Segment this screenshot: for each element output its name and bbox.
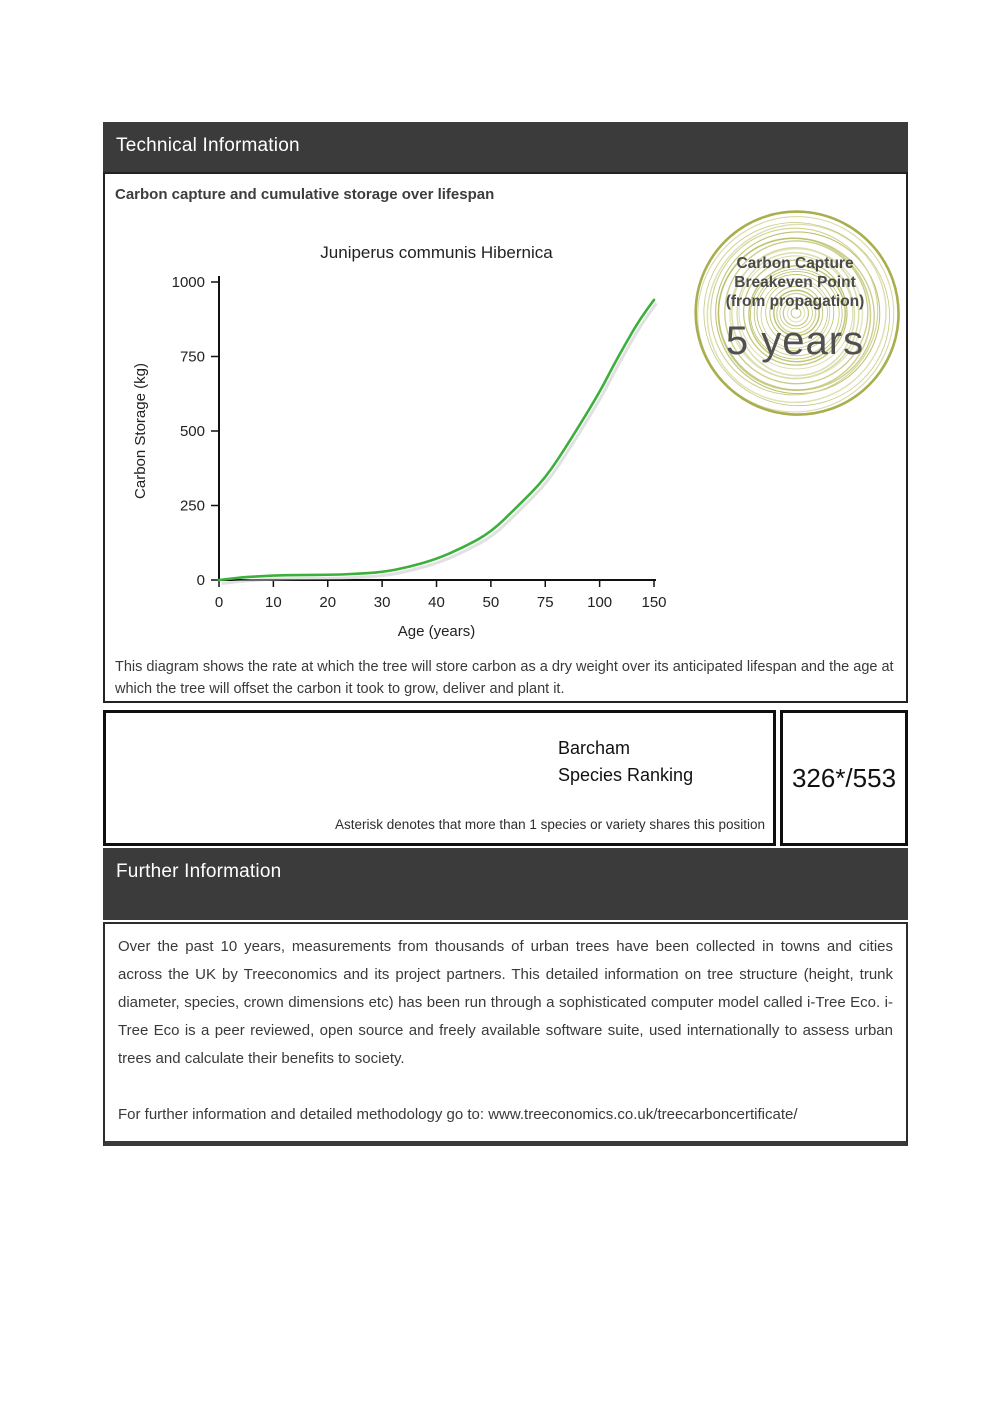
ranking-label-line1: Barcham: [558, 738, 631, 758]
technical-information-header: [103, 122, 908, 172]
x-tick-label: 100: [587, 594, 613, 611]
further-information-title: Further Information: [116, 861, 282, 882]
y-axis-label: Carbon Storage (kg): [132, 363, 149, 499]
technical-information-title: Technical Information: [116, 135, 300, 156]
x-tick-label: 0: [214, 594, 224, 611]
chart-description: This diagram shows the rate at which the tree will store carbon as a dry weight over its anticipated lifespan and the age at which the tree will offset the carbon it took to grow, deliver and plant it.: [115, 659, 894, 697]
x-tick-label: 10: [265, 594, 282, 611]
ranking-value: 326*/553: [791, 762, 897, 793]
badge-line-1: Carbon Capture: [736, 255, 854, 272]
x-tick-label: 40: [428, 594, 445, 611]
carbon-storage-curve: [219, 300, 654, 580]
carbon-storage-chart: [119, 236, 679, 646]
breakeven-badge-text: [688, 254, 902, 364]
further-information-panel: [103, 922, 908, 1146]
species-ranking-panel: [103, 710, 776, 846]
badge-line-3: (from propagation): [725, 293, 865, 310]
badge-line-2: Breakeven Point: [734, 274, 856, 291]
species-ranking-label: [558, 735, 693, 789]
breakeven-badge: [688, 204, 902, 418]
x-tick-label: 75: [536, 594, 554, 611]
ranking-label-line2: Species Ranking: [558, 765, 694, 785]
y-tick-label: 1000: [171, 274, 205, 291]
further-information-header: [103, 848, 908, 920]
y-tick-label: 0: [196, 572, 205, 589]
x-tick-label: 150: [641, 594, 667, 611]
ranking-value-cell: [780, 710, 908, 846]
methodology-link-text: For further information and detailed methodology go to: www.treeconomics.co.uk/treecarboncertificate/: [118, 1106, 798, 1123]
x-tick-label: 20: [319, 594, 337, 611]
chart-title: Juniperus communis Hibernica: [320, 243, 553, 262]
y-tick-label: 250: [179, 497, 205, 515]
x-axis-label: Age (years): [397, 623, 476, 640]
curve-shadow: [222, 303, 657, 583]
x-tick-label: 30: [373, 594, 391, 611]
y-tick-label: 500: [179, 423, 205, 440]
breakeven-years-value: 5 years: [725, 319, 865, 363]
further-information-paragraph: Over the past 10 years, measurements from thousands of urban trees have been collected in towns and cities across the UK by Treeconomics and its project partners. This detailed information on tree structure (height, trunk diameter, species, crown dimensions etc) has been run through a sophisticated computer model called i-Tree Eco. i-Tree Eco is a peer reviewed, open source and freely available software suite, used internationally to assess urban trees and calculate their benefits to society.: [118, 938, 893, 1067]
chart-section-heading: Carbon capture and cumulative storage over lifespan: [115, 186, 495, 203]
asterisk-note: Asterisk denotes that more than 1 species or variety shares this position: [335, 817, 765, 832]
y-tick-label: 750: [179, 348, 205, 366]
x-tick-label: 50: [482, 594, 500, 611]
carbon-capture-panel: [103, 172, 908, 703]
